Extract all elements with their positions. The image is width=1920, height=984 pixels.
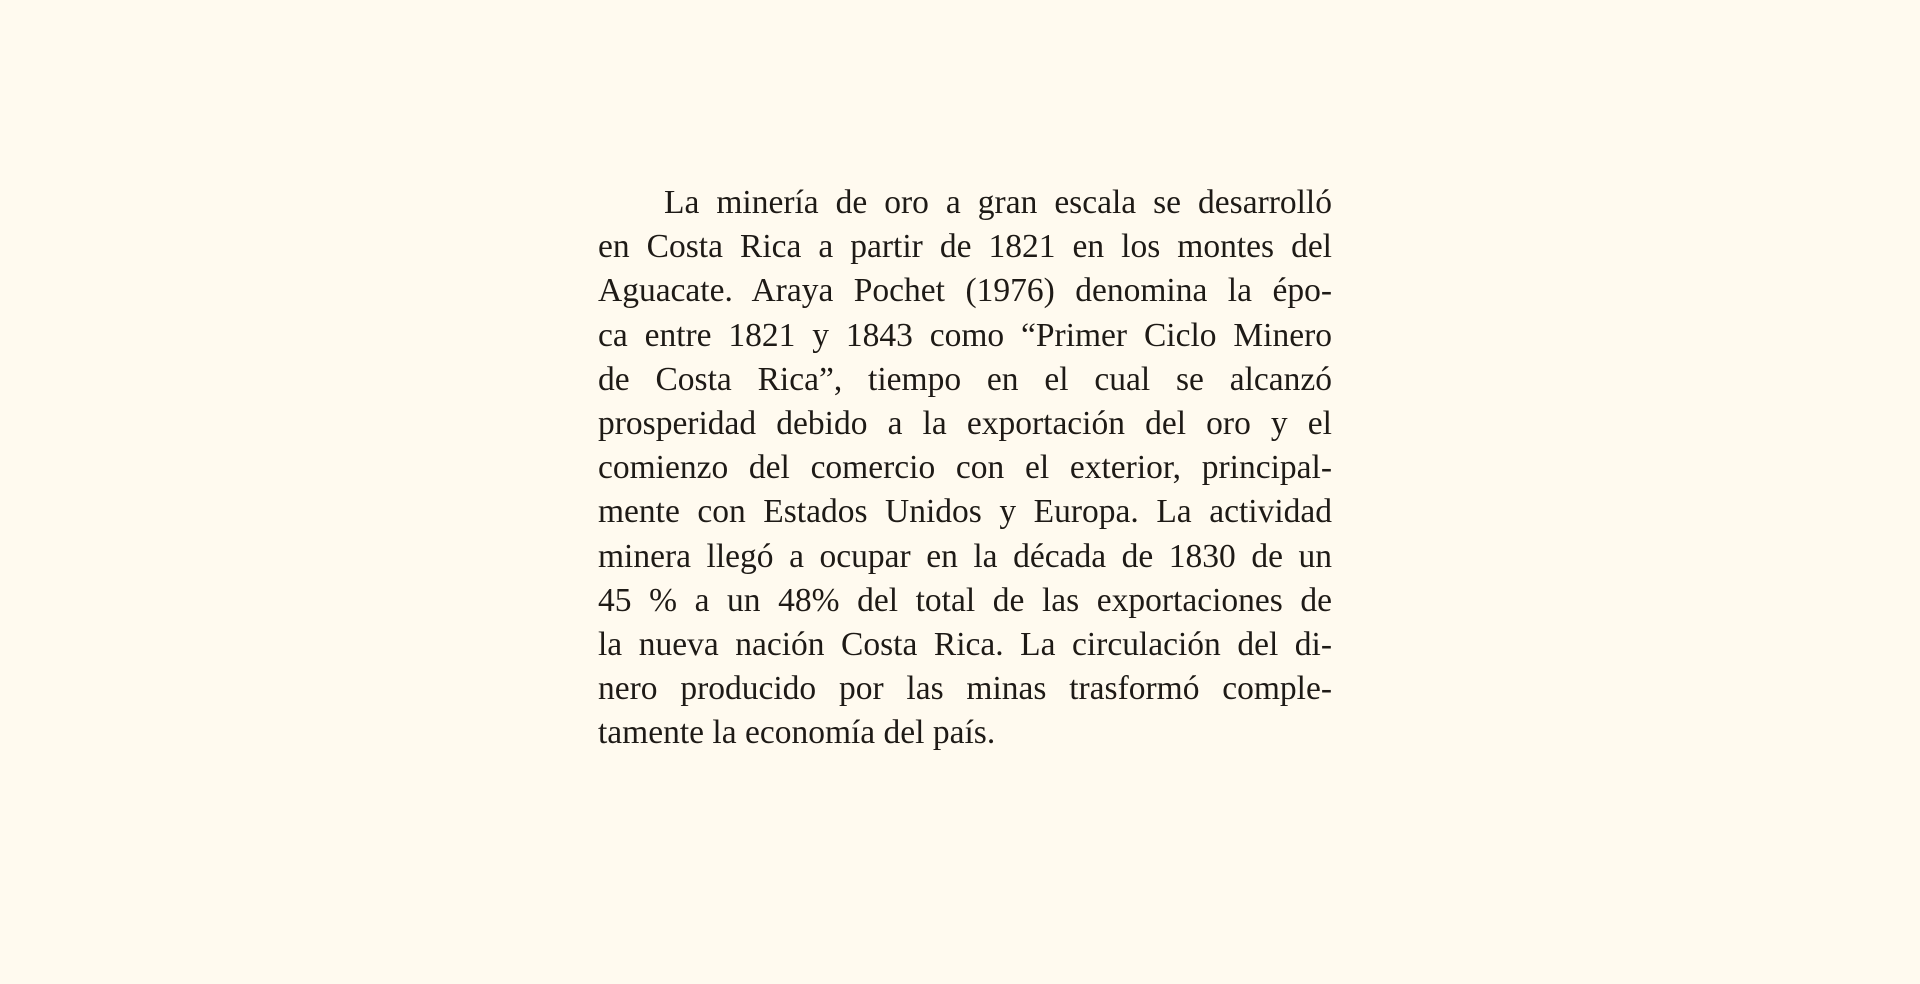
- paragraph-line: La minería de oro a gran escala se desarrolló: [664, 184, 1332, 221]
- body-paragraph: [598, 181, 1332, 755]
- paragraph-line: ca entre 1821 y 1843 como “Primer Ciclo Minero: [598, 316, 1332, 354]
- paragraph-line: de Costa Rica”, tiempo en el cual se alcanzó: [598, 360, 1332, 398]
- paragraph-line: 45 % a un 48% del total de las exportaciones de: [598, 581, 1332, 619]
- paragraph-line: mente con Estados Unidos y Europa. La actividad: [598, 493, 1332, 531]
- paragraph-line: comienzo del comercio con el exterior, principal-: [598, 449, 1332, 487]
- paragraph-line: la nueva nación Costa Rica. La circulación del di-: [598, 625, 1332, 663]
- paragraph-line: en Costa Rica a partir de 1821 en los montes del: [598, 228, 1332, 266]
- paragraph-line: prosperidad debido a la exportación del oro y el: [598, 404, 1332, 442]
- paragraph-line: tamente la economía del país.: [598, 714, 996, 752]
- paragraph-line: minera llegó a ocupar en la década de 1830 de un: [598, 537, 1332, 575]
- paragraph-line: nero producido por las minas trasformó comple-: [598, 670, 1332, 708]
- paragraph-line: Aguacate. Araya Pochet (1976) denomina la épo-: [598, 272, 1332, 310]
